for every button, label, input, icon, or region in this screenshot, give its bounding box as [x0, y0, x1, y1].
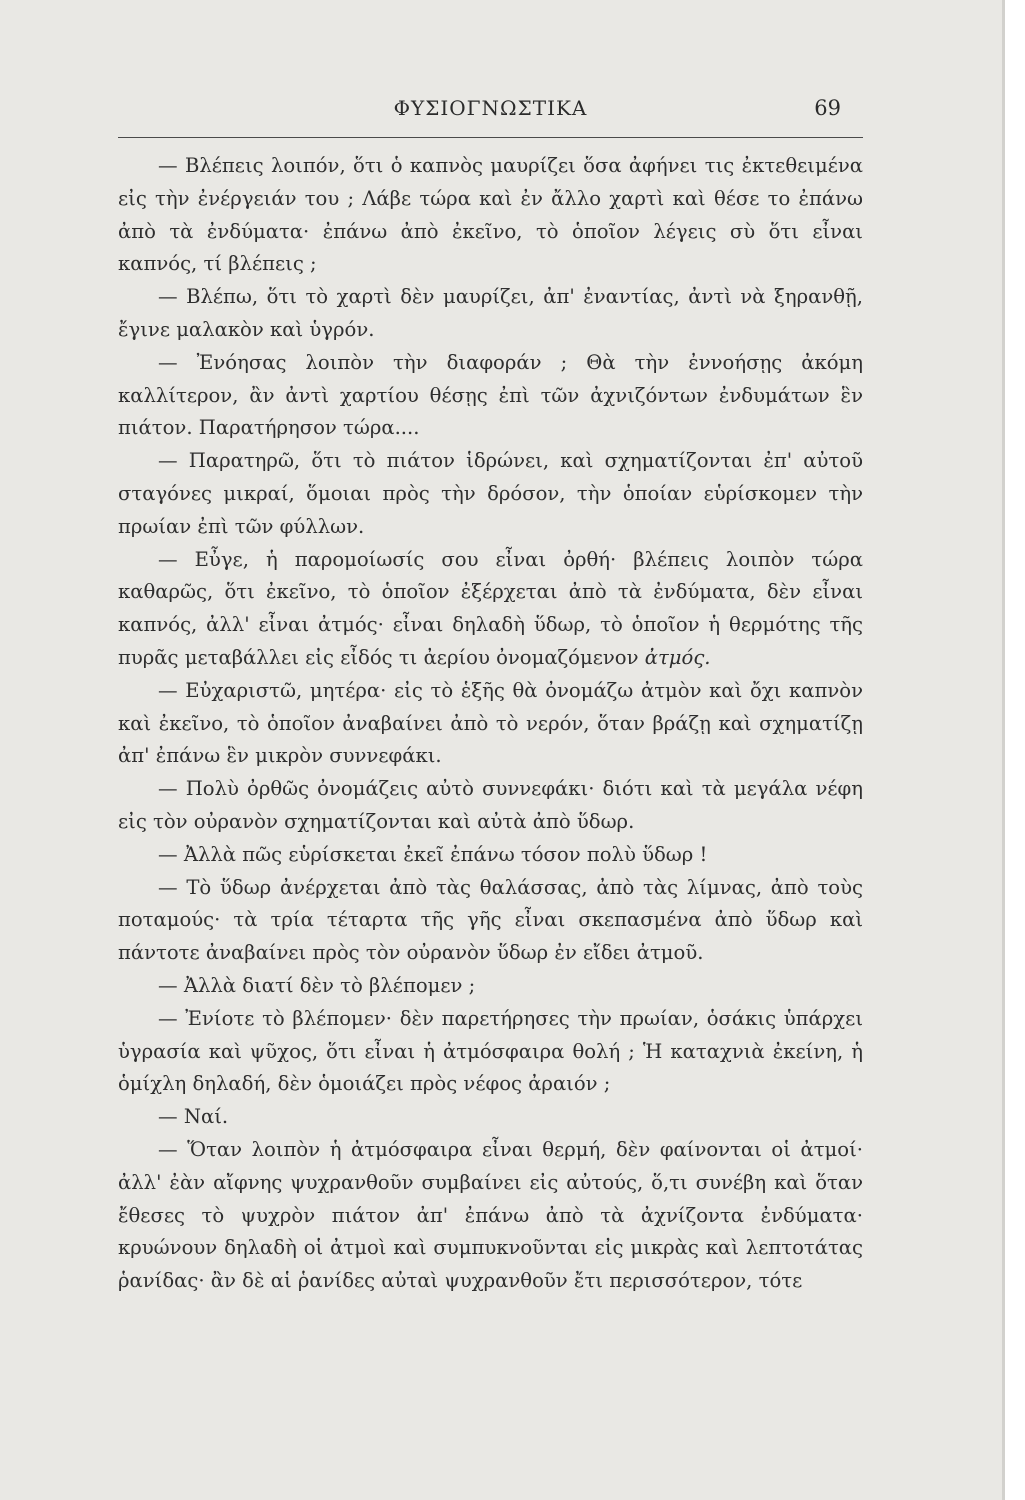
emphasized-term: ἀτμός. — [644, 645, 711, 669]
paragraph — [118, 544, 863, 675]
paragraph-text: — Ἐνόησας λοιπὸν τὴν διαφοράν ; Θὰ τὴν ἐννοήσῃς ἀκόμη καλλίτερον, ἂν ἀντὶ χαρτίου θέσῃς ἐπὶ τῶν ἀχνιζόντων ἐνδυμάτων ἓν πιάτον. Παρατήρησον τώρα.... — [118, 350, 863, 440]
body-text — [118, 150, 863, 1298]
paragraph-text: — Ἀλλὰ πῶς εὑρίσκεται ἐκεῖ ἐπάνω τόσον πολὺ ὕδωρ ! — [158, 842, 708, 866]
page-number: 69 — [814, 96, 841, 120]
paragraph — [118, 1134, 863, 1298]
running-title: ΦΥΣΙΟΓΝΩΣΤΙΚΑ — [393, 96, 588, 120]
paragraph — [118, 445, 863, 543]
paragraph — [118, 675, 863, 773]
paragraph-text: — Εὐχαριστῶ, μητέρα· εἰς τὸ ἑξῆς θὰ ὀνομάζω ἀτμὸν καὶ ὄχι καπνὸν καὶ ἐκεῖνο, τὸ ὁποῖον ἀναβαίνει ἀπὸ τὸ νερόν, ὅταν βράζῃ καὶ σχηματίζῃ ἀπ' ἐπάνω ἓν μικρὸν συννεφάκι. — [118, 678, 863, 768]
paragraph-text: — Βλέπω, ὅτι τὸ χαρτὶ δὲν μαυρίζει, ἀπ' ἐναντίας, ἀντὶ νὰ ξηρανθῇ, ἔγινε μαλακὸν καὶ ὑγρόν. — [118, 285, 863, 341]
paragraph-text: — Ναί. — [158, 1105, 229, 1129]
paragraph — [118, 1003, 863, 1101]
header-rule — [118, 137, 863, 138]
paragraph — [118, 970, 863, 1003]
paragraph — [118, 872, 863, 970]
paragraph-text: — Ἐνίοτε τὸ βλέπομεν· δὲν παρετήρησες τὴν πρωίαν, ὁσάκις ὑπάρχει ὑγρασία καὶ ψῦχος, ὅτι εἶναι ἡ ἀτμόσφαιρα θολή ; Ἡ καταχνιὰ ἐκείνη, ἡ ὁμίχλη δηλαδή, δὲν ὁμοιάζει πρὸς νέφος ἀραιόν ; — [118, 1006, 863, 1096]
paragraph-text: — Βλέπεις λοιπόν, ὅτι ὁ καπνὸς μαυρίζει ὅσα ἀφήνει τις ἐκτεθειμένα εἰς τὴν ἐνέργειάν του ; Λάβε τώρα καὶ ἐν ἄλλο χαρτὶ καὶ θέσε το ἐπάνω ἀπὸ τὰ ἐνδύματα· ἐπάνω ἀπὸ ἐκεῖνο, τὸ ὁποῖον λέγεις σὺ ὅτι εἶναι καπνός, τί βλέπεις ; — [118, 154, 863, 276]
paragraph-text: — Εὖγε, ἡ παρομοίωσίς σου εἶναι ὀρθή· βλέπεις λοιπὸν τώρα καθαρῶς, ὅτι ἐκεῖνο, τὸ ὁποῖον ἐξέρχεται ἀπὸ τὰ ἐνδύματα, δὲν εἶναι καπνός, ἀλλ' εἶναι ἀτμός· εἶναι δηλαδὴ ὕδωρ, τὸ ὁποῖον ἡ θερμότης τῆς πυρᾶς μεταβάλλει εἰς εἶδός τι ἀερίου ὀνομαζόμενον — [118, 547, 863, 669]
paragraph-text: — Παρατηρῶ, ὅτι τὸ πιάτον ἱδρώνει, καὶ σχηματίζονται ἐπ' αὐτοῦ σταγόνες μικραί, ὅμοιαι πρὸς τὴν δρόσον, τὴν ὁποίαν εὑρίσκομεν τὴν πρωίαν ἐπὶ τῶν φύλλων. — [118, 449, 863, 538]
paragraph-text: — Ἀλλὰ διατί δὲν τὸ βλέπομεν ; — [158, 973, 476, 997]
paragraph — [118, 150, 863, 281]
paragraph-text: — Ὅταν λοιπὸν ἡ ἀτμόσφαιρα εἶναι θερμή, δὲν φαίνονται οἱ ἀτμοί· ἀλλ' ἐὰν αἴφνης ψυχρανθοῦν συμβαίνει εἰς αὐτούς, ὅ,τι συνέβη καὶ ὅταν ἔθεσες τὸ ψυχρὸν πιάτον ἀπ' ἐπάνω ἀπὸ τὰ ἀχνίζοντα ἐνδύματα· κρυώνουν δηλαδὴ οἱ ἀτμοὶ καὶ συμπυκνοῦνται εἰς μικρὰς καὶ λεπτοτάτας ῥανίδας· ἂν δὲ αἱ ῥανίδες αὐταὶ ψυχρανθοῦν ἔτι περισσότερον, τότε — [118, 1137, 863, 1293]
paragraph-text: — Τὸ ὕδωρ ἀνέρχεται ἀπὸ τὰς θαλάσσας, ἀπὸ τὰς λίμνας, ἀπὸ τοὺς ποταμούς· τὰ τρία τέταρτα τῆς γῆς εἶναι σκεπασμένα ἀπὸ ὕδωρ καὶ πάντοτε ἀναβαίνει πρὸς τὸν οὐρανὸν ὕδωρ ἐν εἴδει ἀτμοῦ. — [118, 875, 863, 965]
paragraph — [118, 281, 863, 347]
paragraph — [118, 347, 863, 445]
paragraph — [118, 773, 863, 839]
paragraph — [118, 839, 863, 872]
page-header — [118, 96, 863, 126]
paragraph-text: — Πολὺ ὀρθῶς ὀνομάζεις αὐτὸ συννεφάκι· διότι καὶ τὰ μεγάλα νέφη εἰς τὸν οὐρανὸν σχηματίζονται καὶ αὐτὰ ἀπὸ ὕδωρ. — [118, 777, 863, 833]
paragraph — [118, 1101, 863, 1134]
